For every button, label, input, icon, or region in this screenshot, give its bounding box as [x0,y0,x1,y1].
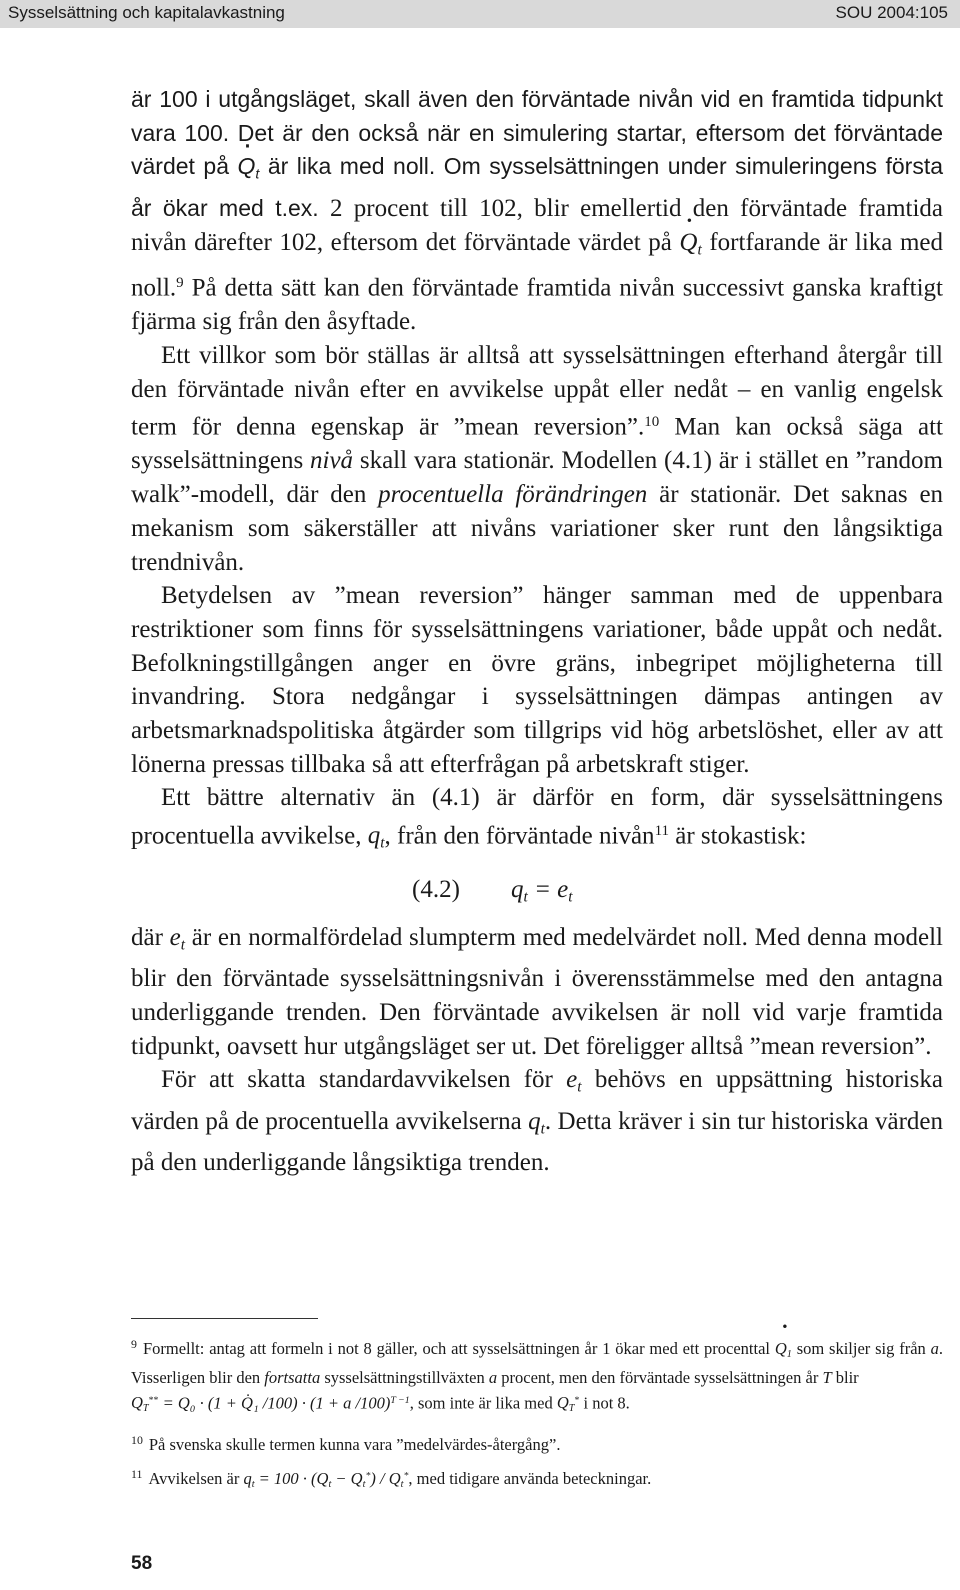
running-header [0,0,960,28]
footnote-ref-11: 11 [654,823,670,840]
equation-4-2 [131,861,943,921]
footnote-ref-9: 9 [176,275,184,292]
footnote-divider [131,1318,318,1319]
paragraph-1: är 100 i utgångsläget, skall även den förväntade nivån vid en framtida tidpunkt vara 100. Det är den också när en simulering startar, eftersom det förväntade värdet på · $Q_t$ är lika med noll. Om sysselsättningen under simuleringens första år ökar med t.ex. 2 procent till 102, blir emellertid den förväntade framtida nivån därefter 102, eftersom det förväntade värdet på · $Q_t$ fortfarande är lika med noll.$^9$ På detta sätt kan den förväntade framtida nivån successivt ganska kraftigt fjärma sig från den åsyftade. [131,83,943,339]
footnote-ref-10: 10 [644,414,660,431]
equation-expression: $q_t = e_t$ [511,875,573,906]
header-title: Sysselsättning och kapitalavkastning [8,3,285,22]
q-dot-symbol: · $Q_t$ [679,226,701,267]
q-dot-symbol: · $Q_t$ [238,150,260,192]
footnote-10: $^{10}$ På svenska skulle termen kunna vara ”medelvärdes-återgång”. [131,1432,561,1454]
paragraph-2: Ett villkor som bör ställas är alltså att sysselsättningen efterhand återgår till den förväntade nivån efter en avvikelse uppåt eller nedåt – en vanlig engelsk term för denna egenskap är ”mean reversion”.$^{10}$ Man kan också säga att sysselsättningens nivå skall vara stationär. Modellen (4.1) är i stället en ”random walk”-modell, där den procentuella förändringen är stationär. Det saknas en mekanism som säkerställer att nivåns variationer sker runt den långsiktiga trendnivån. [131,342,944,576]
main-text [131,83,943,1180]
footnote-9: $^9$ Formellt: antag att formeln i not 8 gäller, och att sysselsättningen år 1 ökar med ett procenttal · $Q_1$ som skiljer sig från a. Visserligen blir den fortsatta sysselsättningstillväxten a procent, men den förväntade sysselsättningen år T blir $Q_T^{**} = Q_0 \cdot (1$ + Q̇₁ /100) · (1 + a /100)$^{T -1}$, som inte är lika med $Q_T^*$ i not 8. [131,1333,943,1421]
q-t-symbol: $q_t$ [367,822,385,853]
paragraph-4: Ett bättre alternativ än (4.1) är därför en form, där sysselsättningens procentuella avvikelse, $q_t$, från den förväntade nivån$^{11}$ är stokastisk: [131,784,943,853]
footnotes [131,1333,943,1504]
paragraph-3: Betydelsen av ”mean reversion” hänger samman med de uppenbara restriktioner som finns för sysselsättningens variationer, både uppåt och nedåt. Befolkningstillgången anger en övre gräns, inbegripet möjligheterna till invandring. Stora nedgångar i sysselsättningen dämpas antingen av arbetsmarknadspolitiska åtgärder som tillgrips vid hög arbetslöshet, eller av att lönerna pressas tillbaka så att efterfrågan på arbetskraft stiger. [131,582,943,778]
page-number: 58 [131,1553,153,1574]
equation-number: (4.2) [412,875,460,903]
paragraph-6: För att skatta standardavvikelsen för $e_t$ behövs en uppsättning historiska värden på de procentuella avvikelserna $q_t$. Detta kräver i sin tur historiska värden på den underliggande långsiktiga trenden. [131,1066,944,1176]
header-report-id: SOU 2004:105 [835,3,948,22]
footnote-11: $^{11}$ Avvikelsen är $q_t = 100 \cdot (Q_t - Q_t^*) / Q_t^*$, med tidigare använda beteckningar. [131,1467,652,1491]
paragraph-5: där $e_t$ är en normalfördelad slumpterm med medelvärdet noll. Med denna modell blir den förväntade sysselsättningsnivån i överensstämmelse med den antagna underliggande trenden. Den förväntade avvikelsen är noll vid varje framtida tidpunkt, oavsett hur utgångsläget ser ut. Det föreligger alltså ”mean reversion”. [131,923,943,1060]
